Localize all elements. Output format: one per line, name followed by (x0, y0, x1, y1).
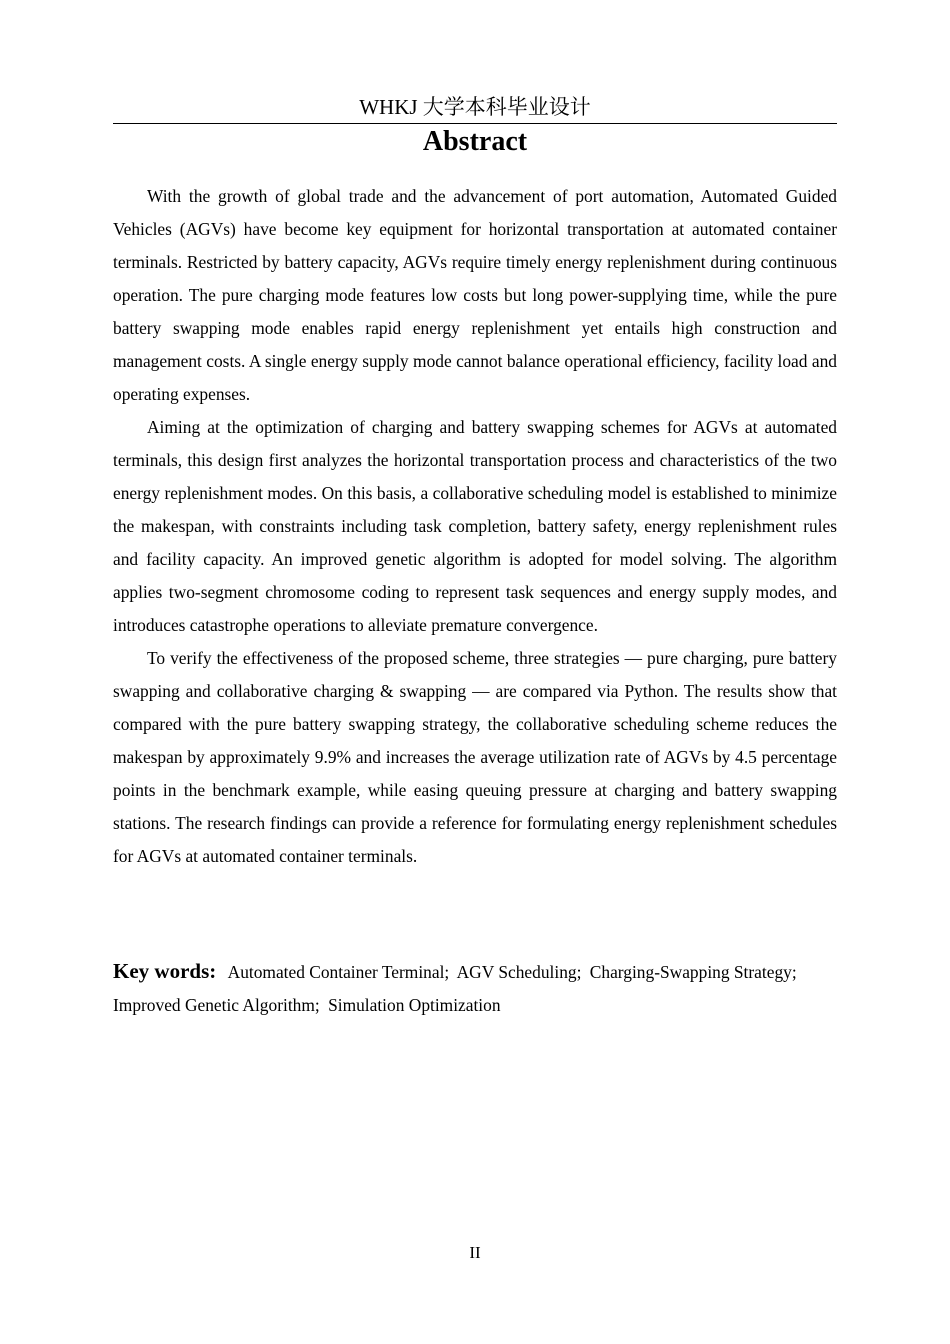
keywords-label: Key words: (113, 959, 217, 983)
keyword-item: Automated Container Terminal; (227, 962, 450, 982)
abstract-paragraph-3: To verify the effectiveness of the proposed scheme, three strategies — pure charging, pure battery swapping and collaborative charging & swapping — are compared via Python. The results show that compared with the pure battery swapping strategy, the collaborative scheduling scheme reduces the makespan by approximately 9.9% and increases the average utilization rate of AGVs by 4.5 percentage points in the benchmark example, while easing queuing pressure at charging and battery swapping stations. The research findings can provide a reference for formulating energy replenishment schedules for AGVs at automated container terminals. (113, 648, 837, 866)
running-header: WHKJ 大学本科毕业设计 (359, 95, 591, 119)
abstract-body (113, 180, 837, 873)
abstract-title: Abstract (422, 126, 528, 157)
keyword-item: Improved Genetic Algorithm; (113, 995, 320, 1015)
page-number: II (469, 1243, 481, 1262)
keywords-section (113, 955, 837, 1022)
keyword-item: Simulation Optimization (328, 995, 501, 1015)
abstract-paragraph-2: Aiming at the optimization of charging and battery swapping schemes for AGVs at automated terminals, this design first analyzes the horizontal transportation process and characteristics of the two energy replenishment modes. On this basis, a collaborative scheduling model is established to minimize the makespan, with constraints including task completion, battery safety, energy replenishment rules and facility capacity. An improved genetic algorithm is adopted for model solving. The algorithm applies two-segment chromosome coding to represent task sequences and energy supply modes, and introduces catastrophe operations to alleviate premature convergence. (113, 417, 837, 635)
abstract-paragraph-1: With the growth of global trade and the advancement of port automation, Automated Guided Vehicles (AGVs) have become key equipment for horizontal transportation at automated container terminals. Restricted by battery capacity, AGVs require timely energy replenishment during continuous operation. The pure charging mode features low costs but long power-supplying time, while the pure battery swapping mode enables rapid energy replenishment yet entails high construction and management costs. A single energy supply mode cannot balance operational efficiency, facility load and operating expenses. (113, 186, 837, 404)
keyword-item: AGV Scheduling; (456, 962, 582, 982)
keyword-item: Charging-Swapping Strategy; (589, 962, 797, 982)
